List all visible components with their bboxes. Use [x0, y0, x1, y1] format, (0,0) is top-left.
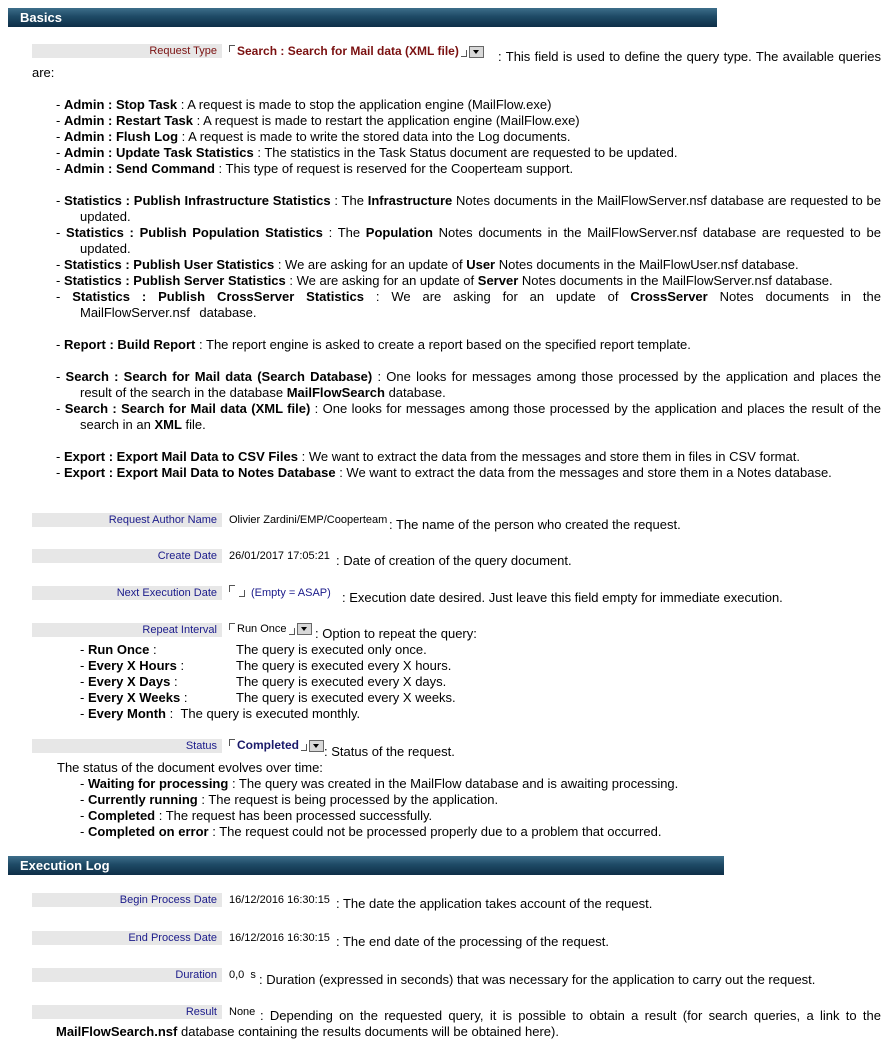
query-desc: : The — [334, 193, 364, 208]
option-name: Every X Days — [87, 674, 171, 689]
query-name: Statistics : Publish Population Statistics — [66, 225, 323, 240]
list-item: - Statistics : Publish Infrastructure Statistics : The Infrastructure Notes documents in the MailFlowServer.nsf database are requested to be updated. — [56, 193, 881, 224]
list-item: - Every X Hours : — [80, 658, 185, 673]
field-open-bracket — [229, 739, 235, 746]
query-name: Admin : Send Command — [63, 161, 215, 176]
dropdown-arrow-icon[interactable] — [297, 623, 312, 635]
end-date-description: : The end date of the processing of the request. — [336, 934, 609, 949]
label-text: Request Type — [149, 45, 217, 57]
query-desc: Notes documents in the MailFlowServer.nsf database are requested to be updated. — [80, 225, 881, 256]
section-title: Execution Log — [20, 858, 110, 873]
query-desc: : We want to extract the data from the messages and store them in files in CSV format. — [301, 449, 800, 464]
list-item: - Admin : Update Task Statistics : The statistics in the Task Status document are requested to be updated. — [56, 145, 678, 160]
label-text: Create Date — [157, 550, 217, 562]
query-name: Export : Export Mail Data to CSV Files — [63, 449, 298, 464]
list-item: - Completed : The request has been processed successfully. — [80, 808, 433, 823]
query-bold: Population — [365, 225, 433, 240]
field-close-bracket — [289, 628, 295, 635]
query-desc: : A request is made to restart the application engine (MailFlow.exe) — [196, 113, 580, 128]
query-desc: : The — [328, 225, 361, 240]
option-desc: The query is executed monthly. — [180, 706, 361, 721]
label-text: Duration — [175, 969, 217, 981]
option-name: Run Once — [87, 642, 150, 657]
create-date-description: : Date of creation of the query document. — [336, 553, 572, 568]
result-description — [56, 1008, 881, 1040]
duration-value — [229, 968, 256, 982]
label-text: Repeat Interval — [142, 624, 217, 636]
query-name: Report : Build Report — [63, 337, 196, 352]
query-bold: MailFlowSearch — [286, 385, 385, 400]
status-value: Completed — [237, 738, 300, 752]
query-desc: file. — [185, 417, 206, 432]
query-bold: Server — [477, 273, 519, 288]
query-desc: : We are asking for an update of — [277, 257, 463, 272]
state-desc: : The request is being processed by the application. — [201, 792, 499, 807]
query-desc: Notes documents in the MailFlowUser.nsf database. — [498, 257, 799, 272]
state-name: Completed on error — [87, 824, 209, 839]
option-desc: The query is executed every X days. — [236, 674, 447, 689]
list-item: - Admin : Flush Log : A request is made to write the stored data into the Log documents. — [56, 129, 571, 144]
query-bold: User — [466, 257, 496, 272]
duration-description: : Duration (expressed in seconds) that was necessary for the application to carry out the request. — [259, 972, 816, 987]
state-name: Waiting for processing — [87, 776, 229, 791]
field-open-bracket — [229, 585, 235, 592]
list-item: - Admin : Stop Task : A request is made to stop the application engine (MailFlow.exe) — [56, 97, 552, 112]
option-name: Every X Weeks — [87, 690, 181, 705]
state-desc: : The request has been processed successfully. — [158, 808, 433, 823]
field-close-bracket — [301, 744, 307, 751]
list-item: - Run Once : — [80, 642, 157, 657]
create-date-value: 26/01/2017 17:05:21 — [229, 550, 330, 562]
query-desc: : A request is made to stop the application engine (MailFlow.exe) — [180, 97, 552, 112]
author-description: : The name of the person who created the request. — [389, 517, 681, 532]
field-open-bracket — [229, 623, 235, 630]
list-item: - Admin : Send Command : This type of request is reserved for the Cooperteam support. — [56, 161, 574, 176]
duration-number: 0,0 — [229, 969, 245, 981]
query-desc: : The report engine is asked to create a report based on the specified report template. — [199, 337, 691, 352]
query-name: Search : Search for Mail data (XML file) — [64, 401, 311, 416]
label-text: Request Author Name — [108, 514, 217, 526]
request-type-value: Search : Search for Mail data (XML file) — [237, 44, 459, 58]
label-text: Status — [185, 740, 217, 752]
option-sep: : — [152, 642, 157, 657]
list-item: - Statistics : Publish Population Statistics : The Population Notes documents in the MailFlowServer.nsf database are requested to be updated. — [56, 225, 881, 256]
status-description: : Status of the request. — [324, 744, 455, 759]
result-desc-post: database containing the results documents will be obtained here). — [181, 1024, 559, 1039]
label-text: End Process Date — [128, 932, 217, 944]
option-name: Every Month — [87, 706, 166, 721]
status-intro: The status of the document evolves over time: — [57, 760, 323, 775]
query-bold: XML — [154, 417, 182, 432]
query-name: Admin : Restart Task — [63, 113, 194, 128]
query-desc: Notes documents in the MailFlowServer.nsf database are requested to be updated. — [80, 193, 881, 224]
begin-date-description: : The date the application takes account of the request. — [336, 896, 653, 911]
label-text: Next Execution Date — [116, 587, 217, 599]
query-name: Search : Search for Mail data (Search Database) — [65, 369, 373, 384]
list-item: - Statistics : Publish User Statistics : We are asking for an update of User Notes documents in the MailFlowUser.nsf database. — [56, 257, 799, 272]
option-sep: : — [183, 690, 188, 705]
query-desc: : One looks for messages among those processed by the application and places the result of the search in an — [80, 401, 881, 432]
repeat-interval-value: Run Once — [237, 623, 287, 635]
query-desc: : We want to extract the data from the messages and store them in a Notes database. — [339, 465, 832, 480]
next-execution-description: : Execution date desired. Just leave this field empty for immediate execution. — [342, 590, 783, 605]
query-name: Admin : Flush Log — [63, 129, 179, 144]
field-label-next-execution — [32, 586, 222, 600]
dropdown-arrow-icon[interactable] — [309, 740, 324, 752]
query-desc: : The statistics in the Task Status document are requested to be updated. — [257, 145, 678, 160]
list-item: - Statistics : Publish Server Statistics : We are asking for an update of Server Notes documents in the MailFlowServer.nsf database. — [56, 273, 833, 288]
list-item: - Every X Weeks : — [80, 690, 188, 705]
query-name: Admin : Update Task Statistics — [63, 145, 254, 160]
option-sep: : — [169, 706, 174, 721]
option-desc: The query is executed every X weeks. — [236, 690, 456, 705]
label-text: Begin Process Date — [119, 894, 217, 906]
next-execution-hint: (Empty = ASAP) — [251, 587, 331, 599]
query-name: Export : Export Mail Data to Notes Database — [63, 465, 336, 480]
result-db-name: MailFlowSearch.nsf — [56, 1024, 178, 1039]
query-desc: : This type of request is reserved for the Cooperteam support. — [218, 161, 574, 176]
list-item: - Every Month : The query is executed monthly. — [80, 706, 361, 721]
status-select[interactable] — [229, 738, 324, 752]
option-desc: The query is executed only once. — [236, 642, 427, 657]
list-item: - Export : Export Mail Data to Notes Database : We want to extract the data from the messages and store them in a Notes database. — [56, 465, 832, 480]
field-label-repeat-interval — [32, 623, 222, 637]
query-bold: Infrastructure — [367, 193, 453, 208]
repeat-interval-select[interactable] — [229, 622, 312, 636]
list-item: - Every X Days : — [80, 674, 178, 689]
author-value: Olivier Zardini/EMP/Cooperteam — [229, 514, 388, 526]
state-name: Completed — [87, 808, 156, 823]
query-bold: CrossServer — [630, 289, 708, 304]
request-type-description: : This field is used to define the query type. The available queries are: — [32, 49, 881, 80]
list-item: - Report : Build Report : The report engine is asked to create a report based on the specified report template. — [56, 337, 691, 352]
query-desc: : We are asking for an update of — [289, 273, 475, 288]
field-label-status — [32, 739, 222, 753]
list-item: - Currently running : The request is being processed by the application. — [80, 792, 499, 807]
section-title: Basics — [20, 10, 62, 25]
list-item: - Export : Export Mail Data to CSV Files : We want to extract the data from the messages and store them in files in CSV format. — [56, 449, 800, 464]
query-name: Statistics : Publish Server Statistics — [63, 273, 286, 288]
next-execution-input[interactable] — [229, 584, 245, 598]
begin-date-value: 16/12/2016 16:30:15 — [229, 894, 330, 906]
list-item: - Search : Search for Mail data (Search Database) : One looks for messages among those processed by the application and places the result of the search in the database MailFlowSearch database. — [56, 369, 881, 400]
field-label-duration — [32, 968, 222, 982]
field-label-end-date — [32, 931, 222, 945]
section-header-execution-log[interactable] — [8, 856, 724, 875]
query-name: Statistics : Publish CrossServer Statistics — [72, 289, 364, 304]
query-desc: : One looks for messages among those processed by the application and places the result of the search in the database — [80, 369, 881, 400]
state-desc: : The query was created in the MailFlow database and is awaiting processing. — [231, 776, 679, 791]
field-close-bracket — [239, 590, 245, 597]
list-item: - Admin : Restart Task : A request is made to restart the application engine (MailFlow.exe) — [56, 113, 580, 128]
field-label-create-date — [32, 549, 222, 563]
query-desc: : A request is made to write the stored data into the Log documents. — [181, 129, 571, 144]
query-name: Admin : Stop Task — [63, 97, 178, 112]
query-desc: database. — [388, 385, 446, 400]
list-item: - Waiting for processing : The query was created in the MailFlow database and is awaiting processing. — [80, 776, 679, 791]
query-name: Statistics : Publish Infrastructure Statistics — [64, 193, 331, 208]
query-desc: Notes documents in the MailFlowServer.nsf database. — [521, 273, 833, 288]
query-desc: Notes documents in the MailFlowServer.nsf database. — [80, 289, 881, 320]
option-desc: The query is executed every X hours. — [236, 658, 452, 673]
repeat-interval-description: : Option to repeat the query: — [315, 626, 477, 641]
option-name: Every X Hours — [87, 658, 177, 673]
option-sep: : — [180, 658, 185, 673]
end-date-value: 16/12/2016 16:30:15 — [229, 932, 330, 944]
list-item: - Completed on error : The request could not be processed properly due to a problem that occurred. — [80, 824, 662, 839]
query-desc: : We are asking for an update of — [375, 289, 619, 304]
query-name: Statistics : Publish User Statistics — [63, 257, 275, 272]
list-item: - Search : Search for Mail data (XML file) : One looks for messages among those processed by the application and places the result of the search in an XML file. — [56, 401, 881, 432]
result-desc-pre: : Depending on the requested query, it is possible to obtain a result (for search queries, a link to the — [260, 1008, 881, 1023]
field-label-begin-date — [32, 893, 222, 907]
duration-unit: s — [250, 969, 256, 981]
option-sep: : — [173, 674, 178, 689]
state-desc: : The request could not be processed properly due to a problem that occurred. — [212, 824, 662, 839]
label-text: Result — [185, 1006, 217, 1018]
state-name: Currently running — [87, 792, 198, 807]
result-value: None — [229, 1006, 256, 1018]
field-label-author — [32, 513, 222, 527]
section-header-basics[interactable] — [8, 8, 717, 27]
list-item: - Statistics : Publish CrossServer Statistics : We are asking for an update of CrossServer Notes documents in the MailFlowServer.nsf database. — [56, 289, 881, 320]
